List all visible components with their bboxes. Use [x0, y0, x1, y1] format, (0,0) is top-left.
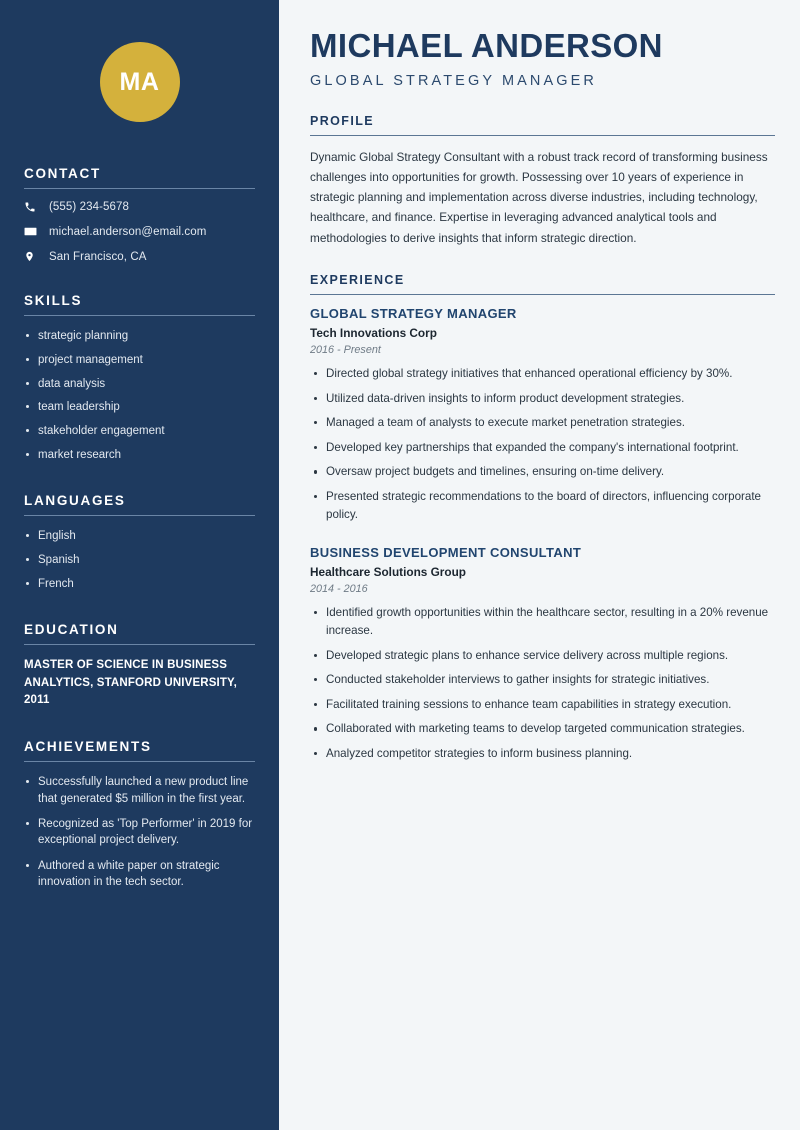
avatar-initials: MA — [119, 67, 160, 96]
job-bullets-list — [310, 365, 775, 523]
languages-divider — [24, 515, 255, 516]
avatar-container — [24, 0, 255, 122]
job-role: GLOBAL STRATEGY MANAGER — [310, 306, 517, 322]
list-item: Authored a white paper on strategic innovation in the tech sector. — [24, 858, 255, 891]
list-item: team leadership — [24, 399, 255, 415]
list-item: Conducted stakeholder interviews to gather insights for strategic initiatives. — [310, 671, 775, 689]
experience-entry — [310, 545, 775, 762]
contact-item-phone — [24, 201, 255, 213]
sidebar — [0, 0, 279, 1130]
education-section — [24, 622, 255, 709]
contact-item-location — [24, 250, 255, 263]
page-title: MICHAEL ANDERSON — [310, 27, 663, 64]
education-entry: MASTER OF SCIENCE IN BUSINESS ANALYTICS, STANFORD UNIVERSITY, 2011 — [24, 659, 237, 706]
job-company: Tech Innovations Corp — [310, 326, 437, 341]
job-role: BUSINESS DEVELOPMENT CONSULTANT — [310, 545, 582, 561]
contact-email-value: michael.anderson@email.com — [49, 225, 207, 238]
profile-divider — [310, 135, 775, 136]
list-item: Analyzed competitor strategies to inform business planning. — [310, 745, 775, 763]
achievements-list — [24, 774, 255, 890]
education-divider — [24, 644, 255, 645]
list-item: Identified growth opportunities within the healthcare sector, resulting in a 20% revenue increase. — [310, 604, 775, 639]
contact-heading: CONTACT — [24, 166, 101, 181]
list-item: strategic planning — [24, 328, 255, 344]
list-item: Presented strategic recommendations to the board of directors, influencing corporate policy. — [310, 488, 775, 523]
skills-heading: SKILLS — [24, 293, 83, 308]
list-item: Managed a team of analysts to execute market penetration strategies. — [310, 414, 775, 432]
list-item: Collaborated with marketing teams to develop targeted communication strategies. — [310, 720, 775, 738]
contact-divider — [24, 188, 255, 189]
list-item: English — [24, 528, 255, 544]
languages-list — [24, 528, 255, 592]
avatar — [100, 42, 180, 122]
skills-divider — [24, 315, 255, 316]
skills-section — [24, 293, 255, 463]
main-content — [285, 0, 800, 1130]
list-item: Developed key partnerships that expanded the company's international footprint. — [310, 439, 775, 457]
list-item: Developed strategic plans to enhance service delivery across multiple regions. — [310, 647, 775, 665]
job-company: Healthcare Solutions Group — [310, 565, 467, 580]
list-item: Directed global strategy initiatives that enhanced operational efficiency by 30%. — [310, 365, 775, 383]
contact-location-value: San Francisco, CA — [49, 250, 147, 263]
profile-text: Dynamic Global Strategy Consultant with a robust track record of transforming business challenges into opportunities for growth. Possessing over 10 years of experience in strategic planning and implementation across diverse industries, including technology, healthcare, and finance. Expertise in leveraging advanced analytical tools and methodologies to derive insights that inform strategic direction. — [310, 149, 768, 245]
job-bullets-list — [310, 604, 775, 762]
list-item: market research — [24, 447, 255, 463]
phone-icon — [24, 201, 41, 213]
list-item: Spanish — [24, 552, 255, 568]
job-dates: 2014 - 2016 — [310, 583, 368, 596]
envelope-icon — [24, 225, 41, 238]
list-item: Recognized as 'Top Performer' in 2019 for exceptional project delivery. — [24, 816, 255, 849]
job-dates: 2016 - Present — [310, 344, 381, 357]
achievements-section — [24, 739, 255, 890]
map-pin-icon — [24, 250, 41, 263]
experience-section — [310, 273, 775, 763]
contact-section — [24, 166, 255, 263]
experience-divider — [310, 294, 775, 295]
education-heading: EDUCATION — [24, 622, 119, 638]
list-item: stakeholder engagement — [24, 423, 255, 439]
professional-title: GLOBAL STRATEGY MANAGER — [310, 72, 597, 89]
experience-entry — [310, 306, 775, 523]
achievements-divider — [24, 761, 255, 762]
list-item: French — [24, 576, 255, 592]
languages-heading: LANGUAGES — [24, 493, 126, 509]
list-item: project management — [24, 352, 255, 368]
achievements-heading: ACHIEVEMENTS — [24, 739, 152, 755]
contact-phone-value: (555) 234-5678 — [49, 201, 130, 213]
list-item: Oversaw project budgets and timelines, ensuring on-time delivery. — [310, 463, 775, 481]
list-item: Successfully launched a new product line that generated $5 million in the first year. — [24, 774, 255, 807]
list-item: Utilized data-driven insights to inform product development strategies. — [310, 390, 775, 408]
list-item: Facilitated training sessions to enhance team capabilities in strategy execution. — [310, 696, 775, 714]
skills-list — [24, 328, 255, 463]
experience-heading: EXPERIENCE — [310, 273, 405, 288]
list-item: data analysis — [24, 376, 255, 392]
profile-heading: PROFILE — [310, 113, 374, 128]
languages-section — [24, 493, 255, 592]
profile-section — [310, 114, 775, 248]
contact-item-email — [24, 225, 255, 238]
